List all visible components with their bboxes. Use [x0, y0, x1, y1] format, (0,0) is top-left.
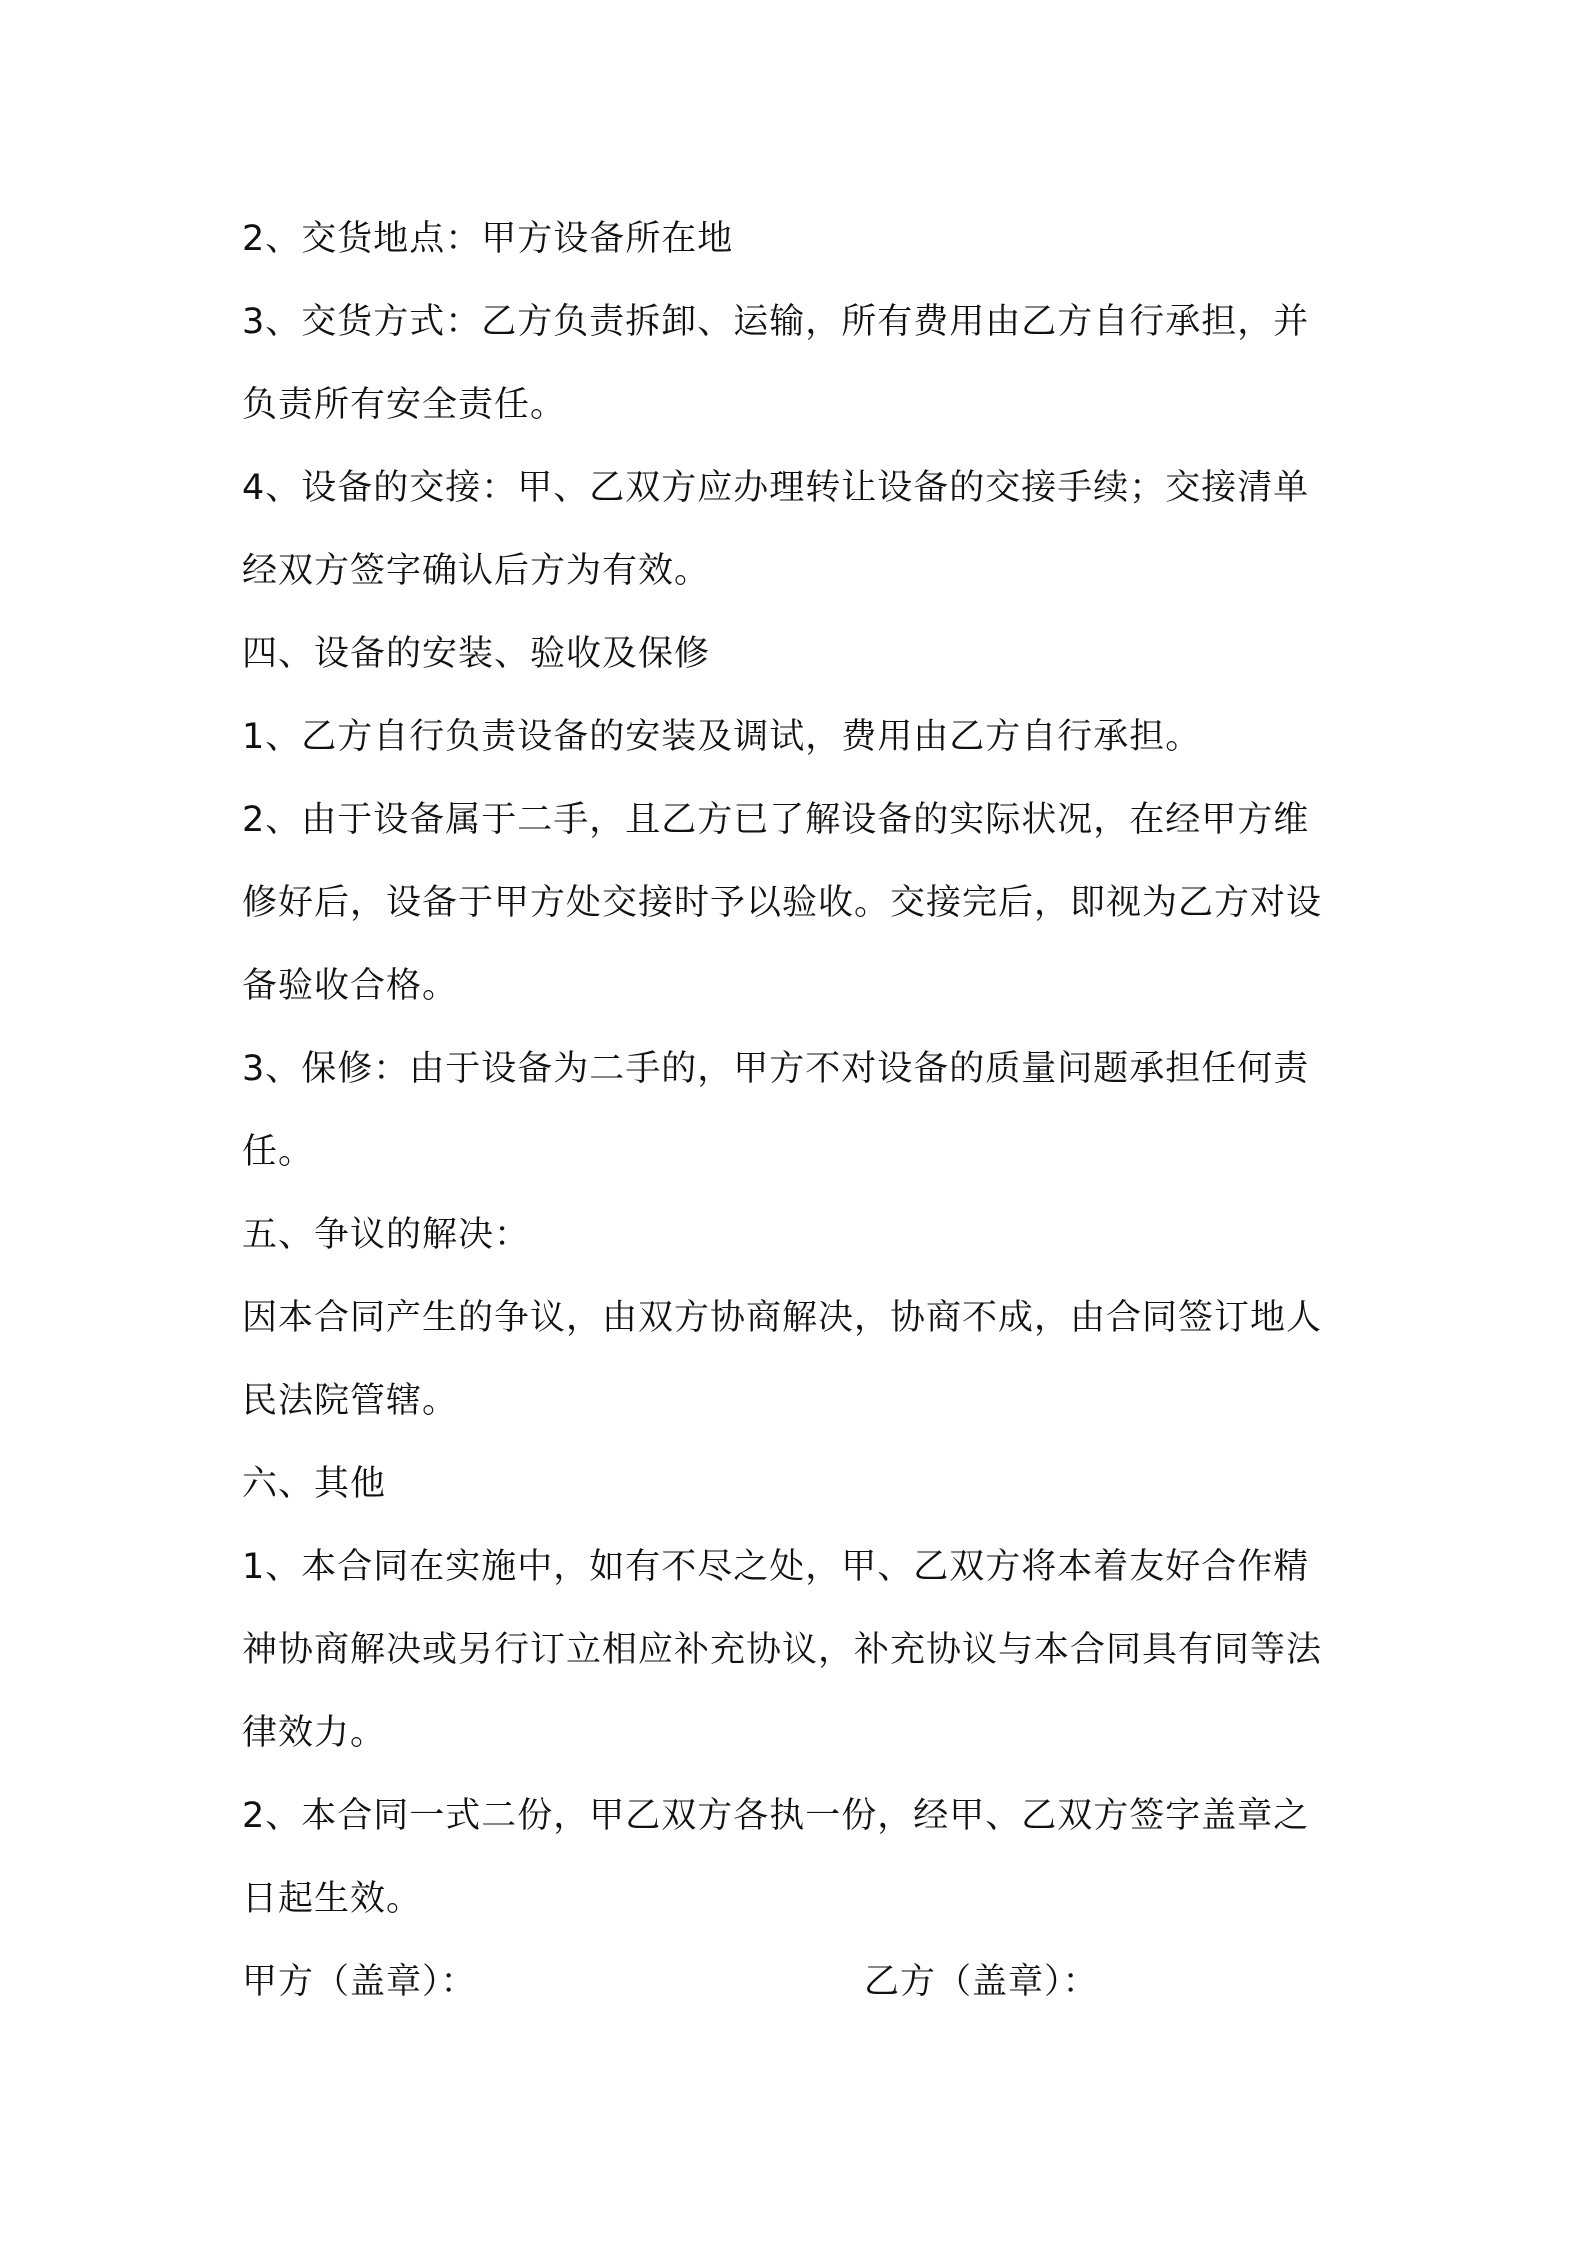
- party-b-seal-label: 乙方（盖章）：: [864, 1962, 1099, 2002]
- section-heading: 六、其他: [242, 1464, 387, 1504]
- clause-line: 2、本合同一式二份，甲乙双方各执一份，经甲、乙双方签字盖章之: [242, 1796, 1310, 1836]
- clause-line: 2、交货地点：甲方设备所在地: [242, 219, 734, 259]
- clause-line: 1、本合同在实施中，如有不尽之处，甲、乙双方将本着友好合作精: [242, 1547, 1310, 1587]
- clause-line: 神协商解决或另行订立相应补充协议，补充协议与本合同具有同等法: [242, 1630, 1323, 1670]
- clause-line: 负责所有安全责任。: [242, 385, 567, 425]
- clause-line: 备验收合格。: [242, 966, 459, 1006]
- clause-line: 1、乙方自行负责设备的安装及调试，费用由乙方自行承担。: [242, 717, 1202, 757]
- clause-line: 因本合同产生的争议，由双方协商解决，协商不成，由合同签订地人: [242, 1298, 1323, 1338]
- clause-line: 修好后，设备于甲方处交接时予以验收。交接完后，即视为乙方对设: [242, 883, 1323, 923]
- contract-text: [242, 198, 1362, 2024]
- clause-line: 任。: [242, 1132, 315, 1172]
- clause-line: 日起生效。: [242, 1879, 423, 1919]
- party-a-seal-label: 甲方（盖章）：: [242, 1962, 477, 2002]
- section-heading: 五、争议的解决：: [242, 1215, 531, 1255]
- clause-line: 3、保修：由于设备为二手的，甲方不对设备的质量问题承担任何责: [242, 1049, 1310, 1089]
- clause-line: 经双方签字确认后方为有效。: [242, 551, 711, 591]
- clause-line: 2、由于设备属于二手，且乙方已了解设备的实际状况，在经甲方维: [242, 800, 1310, 840]
- clause-line: 民法院管辖。: [242, 1381, 459, 1421]
- clause-line: 律效力。: [242, 1713, 387, 1753]
- clause-line: 3、交货方式：乙方负责拆卸、运输，所有费用由乙方自行承担，并: [242, 302, 1310, 342]
- clause-line: 4、设备的交接：甲、乙双方应办理转让设备的交接手续；交接清单: [242, 468, 1310, 508]
- section-heading: 四、设备的安装、验收及保修: [242, 634, 711, 674]
- signature-row: [242, 1941, 1362, 2024]
